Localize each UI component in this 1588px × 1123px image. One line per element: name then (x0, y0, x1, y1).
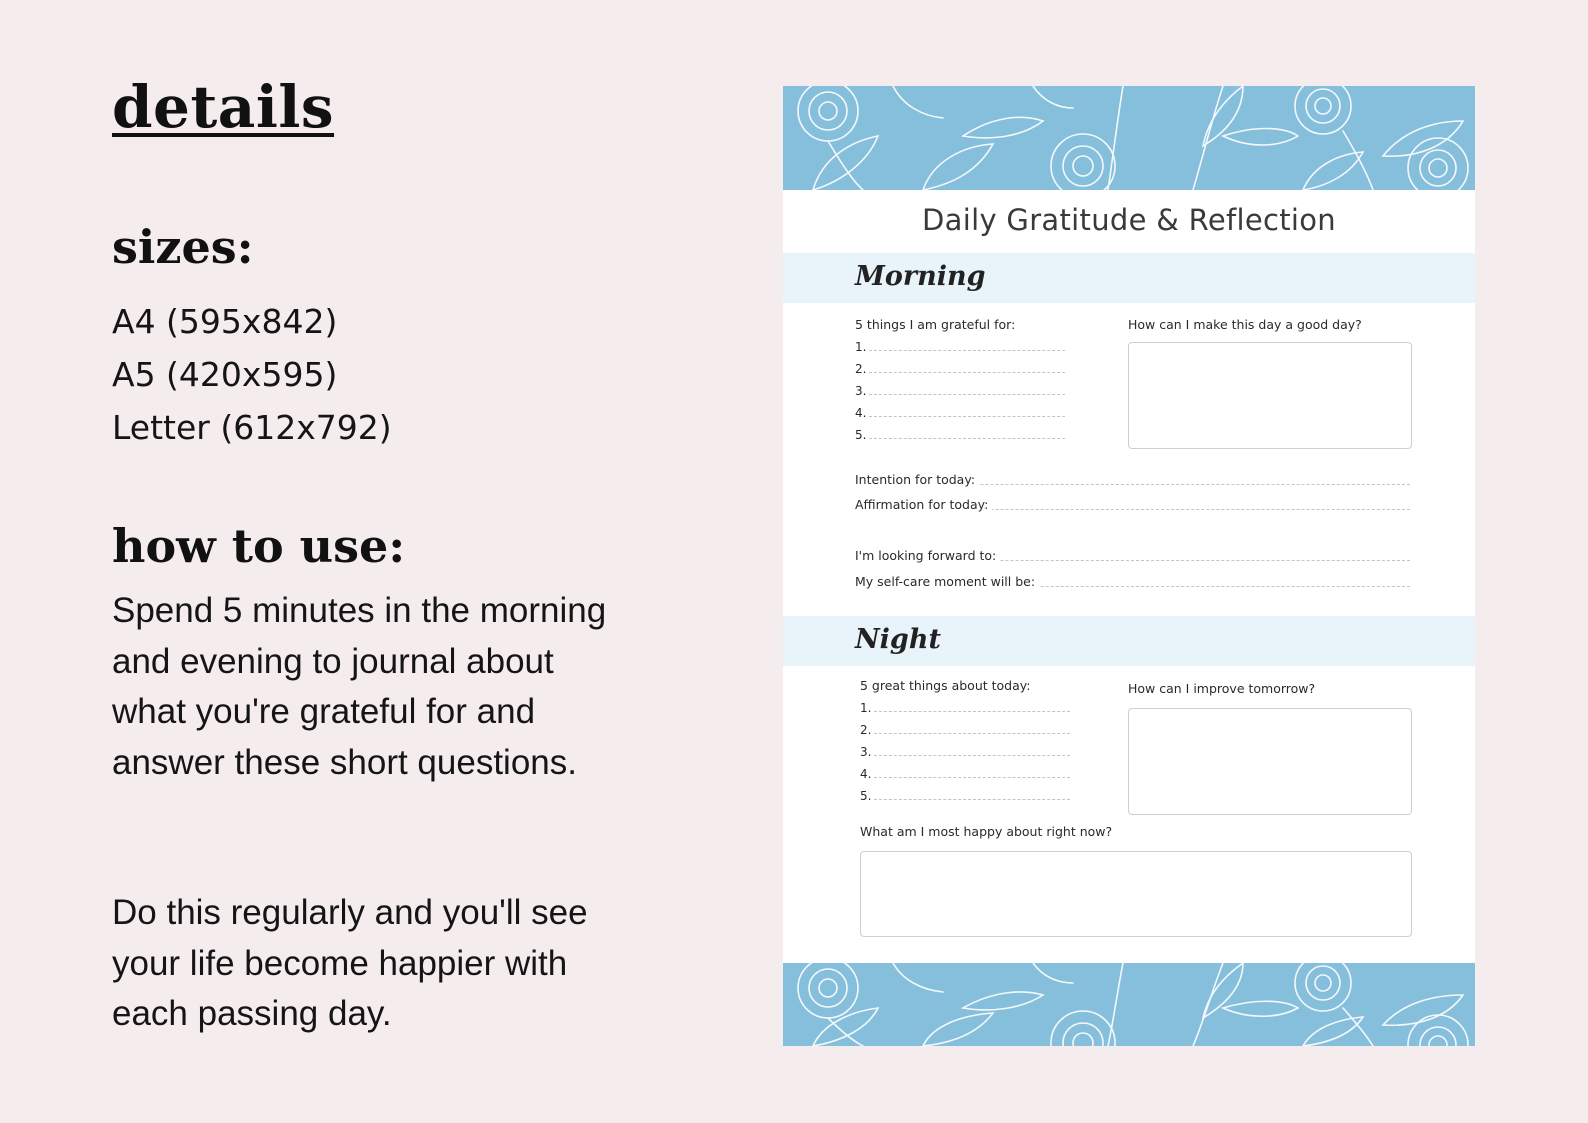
happy-box (860, 851, 1412, 937)
looking-forward-line (855, 548, 1410, 564)
floral-band-top (783, 86, 1475, 190)
line-number: 3. (860, 745, 872, 759)
floral-band-bottom (783, 963, 1475, 1046)
night-header (783, 616, 1475, 666)
size-item-letter: Letter (612x792) (112, 408, 392, 447)
line-number: 4. (860, 767, 872, 781)
line-number: 2. (860, 723, 872, 737)
line-number: 3. (855, 384, 867, 398)
night-heading: Night (855, 624, 941, 655)
great-line-5 (860, 788, 1070, 804)
size-item-a4: A4 (595x842) (112, 302, 338, 341)
journal-title: Daily Gratitude & Reflection (922, 203, 1336, 237)
line-number: 5. (855, 428, 867, 442)
size-item-a5: A5 (420x595) (112, 355, 338, 394)
affirmation-line (855, 497, 1410, 513)
grateful-line-2 (855, 361, 1065, 377)
sizes-heading: sizes: (112, 220, 254, 274)
details-heading: details (112, 73, 335, 141)
line-number: 5. (860, 789, 872, 803)
journal-page-preview (783, 86, 1475, 1046)
intention-label: Intention for today: (855, 472, 979, 488)
grateful-line-5 (855, 427, 1065, 443)
line-number: 1. (855, 340, 867, 354)
grateful-line-4 (855, 405, 1065, 421)
improve-box (1128, 708, 1412, 815)
good-day-label: How can I make this day a good day? (1128, 317, 1362, 332)
self-care-line (855, 574, 1410, 590)
line-number: 2. (855, 362, 867, 376)
great-line-3 (860, 744, 1070, 760)
floral-pattern-icon (783, 963, 1475, 1046)
great-line-4 (860, 766, 1070, 782)
great-line-1 (860, 700, 1070, 716)
happy-label: What am I most happy about right now? (860, 824, 1113, 839)
affirmation-label: Affirmation for today: (855, 497, 992, 513)
self-care-label: My self-care moment will be: (855, 574, 1039, 590)
grateful-line-1 (855, 339, 1065, 355)
grateful-line-3 (855, 383, 1065, 399)
intention-line (855, 472, 1410, 488)
great-line-2 (860, 722, 1070, 738)
grateful-label: 5 things I am grateful for: (855, 317, 1016, 332)
line-number: 4. (855, 406, 867, 420)
how-to-paragraph-2: Do this regularly and you'll see your life become happier with each passing day. (112, 893, 588, 1033)
floral-pattern-icon (783, 86, 1475, 190)
looking-forward-label: I'm looking forward to: (855, 548, 1000, 564)
good-day-box (1128, 342, 1412, 449)
how-to-use-heading: how to use: (112, 519, 406, 573)
great-things-label: 5 great things about today: (860, 678, 1031, 693)
improve-label: How can I improve tomorrow? (1128, 681, 1316, 696)
sizes-list (112, 295, 392, 454)
line-number: 1. (860, 701, 872, 715)
morning-heading: Morning (855, 261, 986, 292)
how-to-paragraph-1: Spend 5 minutes in the morning and evening to journal about what you're grateful for and answer these short questions. (112, 591, 607, 782)
morning-header (783, 253, 1475, 303)
